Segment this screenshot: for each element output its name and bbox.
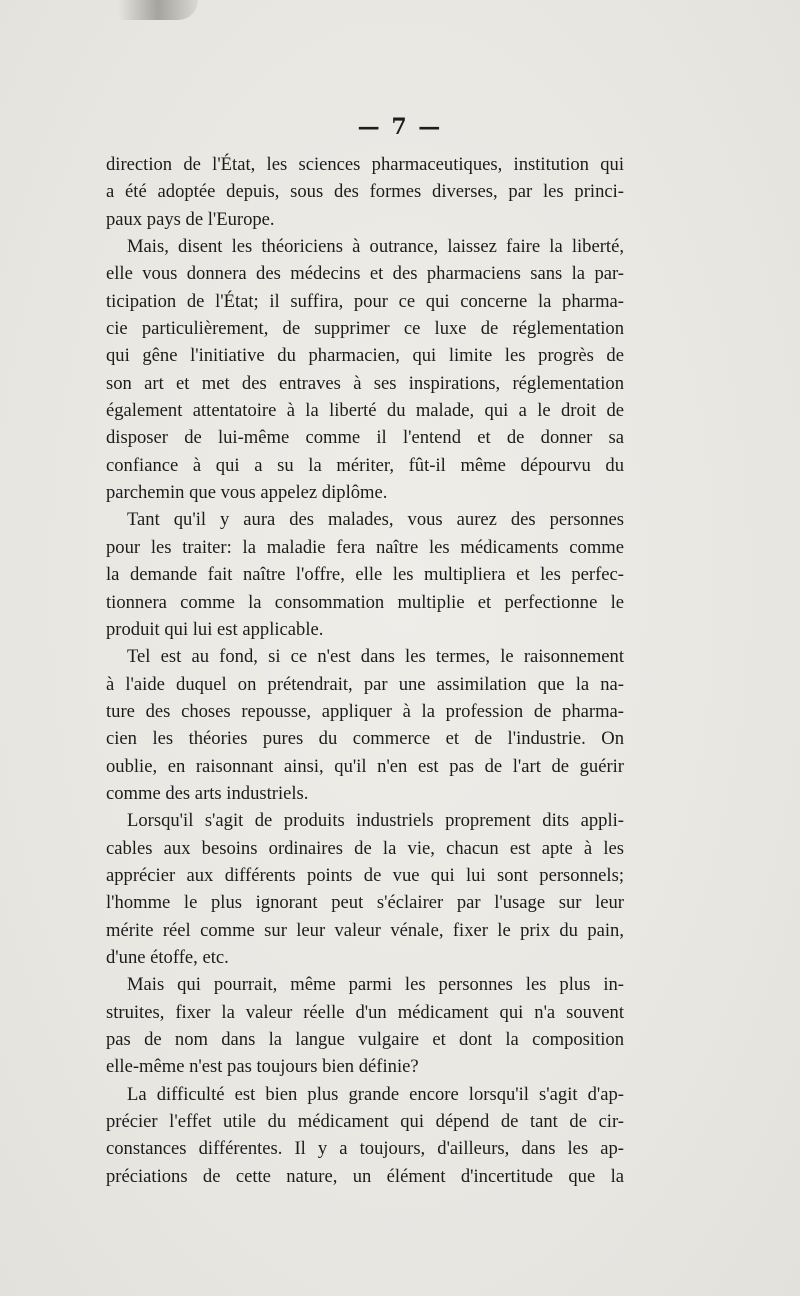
text-line: elle vous donnera des médecins et des pharmaciens sans la par-	[106, 263, 624, 285]
paragraph	[106, 1081, 624, 1190]
text-line: cien les théories pures du commerce et de l'industrie. On	[106, 728, 624, 750]
text-line: paux pays de l'Europe.	[106, 208, 275, 230]
text-line: pour les traiter: la maladie fera naître les médicaments comme	[106, 536, 624, 558]
text-line: mérite réel comme sur leur valeur vénale, fixer le prix du pain,	[106, 919, 624, 941]
text-line: préciations de cette nature, un élément d'incertitude que la	[106, 1165, 624, 1187]
paragraph	[106, 807, 624, 971]
text-line: ture des choses repousse, appliquer à la profession de pharma-	[106, 700, 624, 722]
text-line: pas de nom dans la langue vulgaire et dont la composition	[106, 1029, 624, 1050]
text-line: qui gêne l'initiative du pharmacien, qui limite les progrès de	[106, 345, 624, 367]
text-line: Mais, disent les théoriciens à outrance, laissez faire la liberté,	[127, 236, 624, 258]
paragraph	[106, 151, 624, 233]
text-line: confiance à qui a su la mériter, fût-il même dépourvu du	[106, 454, 624, 476]
text-line: struites, fixer la valeur réelle d'un médicament qui n'a souvent	[106, 1001, 624, 1023]
text-line: cie particulièrement, de supprimer ce luxe de réglementation	[106, 318, 624, 340]
text-line: parchemin que vous appelez diplôme.	[106, 482, 388, 504]
text-line: précier l'effet utile du médicament qui dépend de tant de cir-	[106, 1111, 624, 1133]
text-line: d'une étoffe, etc.	[106, 946, 229, 968]
text-line: son art et met des entraves à ses inspirations, réglementation	[106, 372, 624, 394]
paragraph	[106, 233, 624, 506]
body-text	[106, 151, 624, 1190]
text-line: elle-même n'est pas toujours bien définie?	[106, 1056, 419, 1078]
page-number: — 7 —	[357, 114, 443, 140]
text-line: Lorsqu'il s'agit de produits industriels proprement dits appli-	[127, 810, 624, 832]
text-line: Mais qui pourrait, même parmi les personnes les plus in-	[127, 974, 624, 996]
text-line: Tant qu'il y aura des malades, vous aurez des personnes	[127, 509, 624, 531]
paragraph	[106, 506, 624, 643]
text-line: La difficulté est bien plus grande encore lorsqu'il s'agit d'ap-	[127, 1083, 624, 1105]
text-line: la demande fait naître l'offre, elle les multipliera et les perfec-	[106, 564, 624, 586]
text-line: oublie, en raisonnant ainsi, qu'il n'en est pas de l'art de guérir	[106, 755, 624, 777]
text-line: direction de l'État, les sciences pharmaceutiques, institution qui	[106, 154, 624, 175]
paragraph	[106, 643, 624, 807]
text-line: constances différentes. Il y a toujours, d'ailleurs, dans les ap-	[106, 1138, 624, 1160]
text-line: apprécier aux différents points de vue qui lui sont personnels;	[106, 864, 624, 886]
text-line: cables aux besoins ordinaires de la vie, chacun est apte à les	[106, 837, 624, 859]
text-line: l'homme le plus ignorant peut s'éclairer par l'usage sur leur	[106, 892, 624, 914]
text-line: Tel est au fond, si ce n'est dans les termes, le raisonnement	[127, 646, 624, 668]
paragraph	[106, 971, 624, 1080]
text-line: comme des arts industriels.	[106, 782, 309, 804]
text-line: produit qui lui est applicable.	[106, 618, 324, 640]
text-line: tionnera comme la consommation multiplie et perfectionne le	[106, 591, 624, 613]
scan-smudge	[118, 0, 198, 20]
text-line: également attentatoire à la liberté du malade, qui a le droit de	[106, 400, 624, 422]
text-line: ticipation de l'État; il suffira, pour ce qui concerne la pharma-	[106, 290, 624, 312]
text-line: disposer de lui-même comme il l'entend et de donner sa	[106, 427, 624, 449]
text-line: à l'aide duquel on prétendrait, par une assimilation que la na-	[106, 673, 624, 695]
text-line: a été adoptée depuis, sous des formes diverses, par les princi-	[106, 181, 624, 203]
